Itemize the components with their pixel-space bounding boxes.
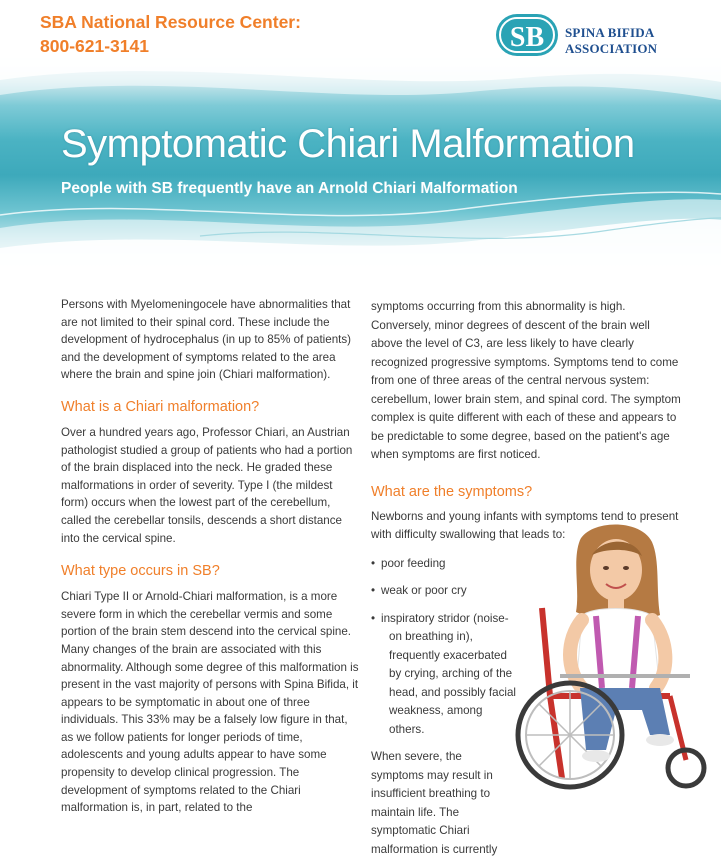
symptom-text-rest: on breathing in), frequently exacerbated by crying, arching of the head, and possibly facial weakness, among others. xyxy=(389,630,516,736)
heading-symptoms: What are the symptoms? xyxy=(371,483,533,500)
heading-what-type: What type occurs in SB? xyxy=(61,563,220,580)
page-subtitle: People with SB frequently have an Arnold Chiari Malformation xyxy=(61,180,518,197)
resource-center-label: SBA National Resource Center: xyxy=(40,12,301,32)
logo-line-1: SPINA BIFIDA xyxy=(565,25,655,40)
sba-logo[interactable] xyxy=(494,11,694,63)
intro-paragraph: Persons with Myelomeningocele have abnormalities that are not limited to their spinal cord. These include the development of hydrocephalus (in up to 85% of patients) and the development of symptoms related to the area where the brain and spine join (Chiari malformation). xyxy=(61,298,352,382)
header-banner xyxy=(0,0,721,275)
heading-what-is-chiari: What is a Chiari malformation? xyxy=(61,398,260,415)
bullet-glyph: • xyxy=(371,611,376,625)
logo-wordmark xyxy=(565,25,657,57)
sb-logo-icon xyxy=(494,11,564,61)
resource-center-info xyxy=(40,10,301,58)
symptom-text xyxy=(381,610,521,740)
symptom-text: weak or poor cry xyxy=(381,584,467,597)
symptom-text-line-1: inspiratory stridor (noise- xyxy=(381,611,509,625)
girl-in-wheelchair-photo xyxy=(510,520,721,793)
bullet-glyph: • xyxy=(371,556,376,570)
logo-line-2: ASSOCIATION xyxy=(565,41,658,56)
page-title: Symptomatic Chiari Malformation xyxy=(61,122,635,166)
bullet-glyph: • xyxy=(371,584,376,597)
severe-symptoms-paragraph: When severe, the symptoms may result in insufficient breathing to maintain life. The symptomatic Chiari malformation is currently xyxy=(371,750,498,856)
left-column xyxy=(61,296,361,817)
resource-center-phone[interactable]: 800-621-3141 xyxy=(40,36,149,56)
symptom-text: poor feeding xyxy=(381,556,446,570)
symptoms-intro-paragraph: Newborns and young infants with symptoms tend to present with difficulty swallowing that leads to: xyxy=(371,509,679,541)
continued-paragraph: symptoms occurring from this abnormality is high. Conversely, minor degrees of descent of the brain well above the level of C3, are less likely to have clearly recognized progressive symptoms. Symptoms tend to come from one of three areas of the central nervous system: cerebellum, lower brain stem, and spinal cord. The symptom complex is quite different with each of these and appears to be predictable to some degree, based on the patient's age when symptoms are first noticed. xyxy=(371,300,681,461)
chiari-type-paragraph: Chiari Type II or Arnold-Chiari malformation, is a more severe form in which the cerebellar vermis and some portion of the brain stem descend into the cervical spine. Many changes of the brain are associated with this abnormality. Although some degree of this malformation is present in the vast majority of persons with Spina Bifida, it appears to be symptomatic in about one of three individuals. This 33% may be a falsely low figure in that, as we follow patients for longer periods of time, adolescents and young adults appear to have some propensity to develop clinical progression. The development of symptoms related to the Chiari malformation is, in part, related to the xyxy=(61,590,359,815)
chiari-definition-paragraph: Over a hundred years ago, Professor Chiari, an Austrian pathologist studied a group of patients who had a portion of the brain displaced into the neck. He graded these malformations in order of severity. Type I (the mildest form) occurs when the lowest part of the cerebellum, called the cerebellar tonsils, descends a short distance into the cervical spine. xyxy=(61,425,353,545)
logo-monogram: SB xyxy=(509,22,545,53)
